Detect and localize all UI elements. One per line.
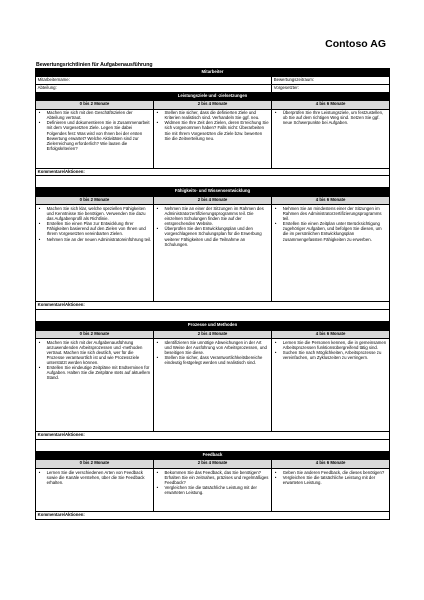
guideline-item: • Machen Sie sich klar, welche speziellen Fähigkeiten und Kenntnisse Sie benötigen. Verwenden Sie dazu das Aufgabenprofil als Richtlinie. [38,206,152,221]
guideline-cell [272,205,390,302]
guideline-item: • Vergleichen Sie die tatsächliche Leistung mit der erwarteten Leistung. [155,485,269,495]
comments-field[interactable]: Kommentare/Aktionen: [36,302,390,310]
guideline-item: • Erstellen Sie einen Zeitplan unter Berücksichtigung zugehöriger Aufgaben, und befolgen Sie diesen, um die im persönlichen Entwicklungsplan zusammengefassten Fähigkeiten zu erwerben. [274,221,388,241]
company-name: Contoso AG [325,38,386,50]
comments-field[interactable]: Kommentare/Aktionen: [36,168,390,176]
phase-header: 4 bis 6 Monate [272,100,390,109]
guideline-cell [153,468,271,511]
comments-field[interactable]: Kommentare/Aktionen: [36,511,390,519]
review-period-field[interactable]: Bewertungszeitraum: [272,77,390,85]
document-title: Bewertungsrichtlinien für Aufgabenausführung [36,62,153,68]
guideline-item: • Erstellen Sie eindeutige Zeitpläne mit Endterminen für Aufgaben. Halten Sie die Zeitpläne stets auf aktuellem Stand. [38,365,152,380]
section-header: Leistungsziele und -zielsetzungen [36,92,390,100]
guideline-item: • Erstellen Sie einen Plan zur Entwicklung Ihrer Fähigkeiten basierend auf den Zielen von Ihnen und Ihrem Vorgesetzten vereinbarten Zielen. [38,221,152,236]
evaluation-form [35,68,390,520]
guideline-cell [272,468,390,511]
guideline-cell [36,205,154,302]
guideline-item: • Definieren und dokumentieren Sie in Zusammenarbeit mit dem Vorgesetzten Ziele. Legen Sie dabei Folgendes fest: Was wird von Ihnen bei der ersten Bewertung erwartet? Welche Aktivitäten sind zur Zielerreichung erforderlich? Wie lauten die Erfolgskriterien? [38,120,152,151]
section-header: Fähigkeits- und Wissensentwicklung [36,188,390,196]
guideline-item: • Lernen Sie die verschiedenen Arten von Feedback sowie die Kanäle verstehen, über die Sie Feedback erhalten. [38,470,152,485]
guideline-item: • Widmen Sie Ihre Zeit den Zielen, deren Erreichung Sie sich vorgenommen haben? Falls nicht: Überarbeiten Sie mit Ihrem Vorgesetzten die Ziele bzw. bewerten Sie die Zeitverteilung neu. [155,120,269,140]
phase-header: 4 bis 6 Monate [272,196,390,205]
guideline-cell [272,109,390,168]
phase-header: 0 bis 2 Monate [36,330,154,339]
guideline-item: • Nehmen Sie an mindestens einer der Sitzungen im Rahmen des Administratorzertifizierungsprogramms teil. [274,206,388,221]
guideline-item: • Nehmen Sie an einer der Sitzungen im Rahmen des Administratorzertifizierungsprogramms teil. Die einzelnen Schulungen finden Sie auf der entsprechenden Website. [155,206,269,226]
phase-header: 0 bis 2 Monate [36,196,154,205]
guideline-item: • Überprüfen Sie Ihre Leistungsziele, um festzustellen, ob Sie auf dem richtigen Weg sind. Setzen Sie ggf. neue Schwerpunkte bei Aufgaben. [274,110,388,125]
guideline-item: • Lernen Sie die Personen kennen, die in gemeinsamen Arbeitsprozessen funktionsübergreifend tätig sind. [274,340,388,350]
guideline-item: • Stellen Sie sicher, dass die definierten Ziele und Kriterien realistisch sind. Verhandeln Sie ggf. neu. [155,110,269,120]
guideline-item: • Vergleichen Sie die tatsächliche Leistung mit der erwarteten Leistung. [274,475,388,485]
section-header-employee: Mitarbeiter [36,69,390,77]
phase-header: 2 bis 4 Monate [153,460,271,469]
guideline-cell [36,109,154,168]
section-spacer [36,176,390,188]
phase-header: 0 bis 2 Monate [36,460,154,469]
section-header: Feedback [36,451,390,459]
guideline-cell [153,339,271,432]
guideline-cell [153,205,271,302]
comments-field[interactable]: Kommentare/Aktionen: [36,432,390,440]
guideline-item: • Stellen Sie sicher, dass Verantwortlichkeitsbereiche eindeutig festgelegt werden und realistisch sind. [155,355,269,365]
guideline-item: • Machen Sie sich mit der Aufgabenausführung anzuwendenden Arbeitsprozessen und -methoden vertraut. Machen Sie sich deutlich, wer für die Prozesse verantwortlich ist und wie Prozessziele unterstützt werden können. [38,340,152,365]
phase-header: 4 bis 6 Monate [272,460,390,469]
section-spacer [36,310,390,322]
guideline-cell [153,109,271,168]
guideline-item: • Suchen Sie nach Möglichkeiten, Arbeitsprozesse zu vereinfachen, um Zykluszeiten zu verringern. [274,350,388,360]
employee-name-field[interactable]: Mitarbeitername: [36,77,272,85]
guideline-item: • Machen Sie sich mit den Geschäftszielen der Abteilung vertraut. [38,110,152,120]
guideline-item: • Nehmen Sie an der neuen Administratoreinführung teil. [38,237,152,242]
phase-header: 4 bis 6 Monate [272,330,390,339]
phase-header: 2 bis 4 Monate [153,100,271,109]
section-header: Prozesse und Methoden [36,322,390,330]
supervisor-field[interactable]: Vorgesetzter: [272,84,390,92]
phase-header: 2 bis 4 Monate [153,330,271,339]
guideline-item: • Überprüfen Sie den Entwicklungsplan und den vorgeschlagenen Schulungsplan für die Erwerbung weiterer Fähigkeiten und die Teilnahme an Schulungen. [155,226,269,246]
guideline-item: • Geben Sie anderen Feedback, die dieses benötigen? [274,470,388,475]
guideline-item: • Identifizieren Sie unnötige Abweichungen in der Art und Weise der Ausführung von Arbeitsprozessen, und beseitigen Sie diese. [155,340,269,355]
phase-header: 2 bis 4 Monate [153,196,271,205]
guideline-cell [272,339,390,432]
department-field[interactable]: Abteilung: [36,84,272,92]
section-spacer [36,439,390,451]
guideline-item: • Bekommen Sie das Feedback, das Sie benötigen? Erhalten Sie ein zeitnahes, präzises und regelmäßiges Feedback? [155,470,269,485]
phase-header: 0 bis 2 Monate [36,100,154,109]
guideline-cell [36,339,154,432]
guideline-cell [36,468,154,511]
